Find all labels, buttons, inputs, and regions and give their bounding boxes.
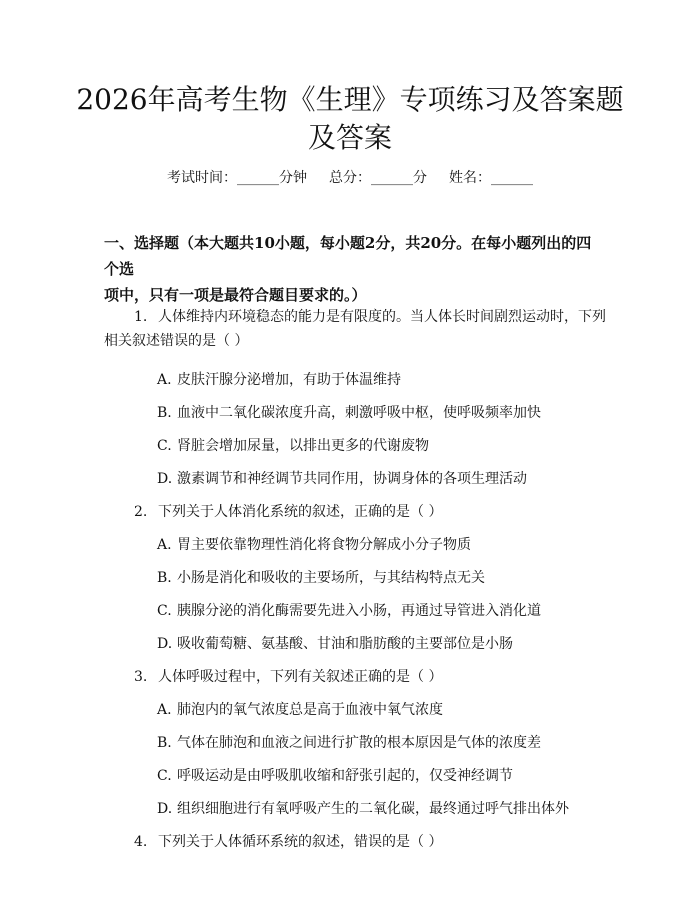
option-text: 组织细胞进行有氧呼吸产生的二氧化碳，最终通过呼气排出体外 [177,801,569,817]
option-text: 肾脏会增加尿量，以排出更多的代谢废物 [177,438,429,454]
option-letter: B. [157,405,172,421]
option-letter: B. [157,735,172,751]
question-stem: 下列关于人体消化系统的叙述，正确的是（ ） [158,504,443,520]
option-text: 气体在肺泡和血液之间进行扩散的根本原因是气体的浓度差 [177,735,541,751]
option-letter: B. [157,570,172,586]
question-1-option-b [157,402,541,424]
option-text: 吸收葡萄糖、氨基酸、甘油和脂肪酸的主要部位是小肠 [177,636,513,652]
question-3-stem-line1 [134,666,442,688]
question-stem: 人体呼吸过程中，下列有关叙述正确的是（ ） [158,669,443,685]
question-2-option-d [157,633,513,655]
document-title-line1: 2026年高考生物《生理》专项练习及答案题 [76,83,624,116]
question-3-option-d [157,798,569,820]
question-number: 1. [134,309,148,325]
option-text: 胰腺分泌的消化酶需要先进入小肠，再通过导管进入消化道 [177,603,541,619]
question-1-stem-line1 [134,306,606,328]
question-4-stem-line1 [134,831,442,853]
option-letter: D. [157,471,173,487]
question-3-option-b [157,732,541,754]
option-letter: C. [157,603,172,619]
question-2-option-c [157,600,541,622]
option-text: 皮肤汗腺分泌增加，有助于体温维持 [177,372,401,388]
exam-time-field: 考试时间：______分钟 [167,170,307,186]
question-1-option-d [157,468,527,490]
option-text: 小肠是消化和吸收的主要场所，与其结构特点无关 [177,570,485,586]
exam-score-field: 总分：______分 [329,170,427,186]
option-letter: C. [157,438,172,454]
question-number: 2. [134,504,148,520]
question-3-option-a [157,699,443,721]
option-text: 激素调节和神经调节共同作用，协调身体的各项生理活动 [177,471,527,487]
question-1-stem-line2: 相关叙述错误的是（ ） [104,333,249,349]
question-1-option-c [157,435,429,457]
option-letter: D. [157,636,173,652]
question-1-option-a [157,369,401,391]
section-heading-line2: 项中，只有一项是最符合题目要求的。） [104,286,367,304]
question-stem: 人体维持内环境稳态的能力是有限度的。当人体长时间剧烈运动时，下列 [158,309,606,325]
exam-name-field: 姓名：______ [449,170,533,186]
option-letter: A. [157,702,172,718]
option-letter: C. [157,768,172,784]
question-number: 3. [134,669,148,685]
option-text: 呼吸运动是由呼吸肌收缩和舒张引起的，仅受神经调节 [177,768,513,784]
exam-info [0,168,700,188]
question-3-option-c [157,765,513,787]
document-title-line2: 及答案 [307,121,392,154]
question-2-option-a [157,534,471,556]
option-letter: D. [157,801,173,817]
question-number: 4. [134,834,148,850]
question-stem: 下列关于人体循环系统的叙述，错误的是（ ） [158,834,443,850]
option-text: 血液中二氧化碳浓度升高，刺激呼吸中枢，使呼吸频率加快 [177,405,541,421]
question-2-option-b [157,567,485,589]
option-letter: A. [157,372,172,388]
section-heading-line1: 一、选择题（本大题共10小题，每小题2分，共20分。在每小题列出的四个选 [104,234,592,278]
option-letter: A. [157,537,172,553]
option-text: 胃主要依靠物理性消化将食物分解成小分子物质 [177,537,471,553]
section-heading [104,230,604,308]
question-2-stem-line1 [134,501,442,523]
option-text: 肺泡内的氧气浓度总是高于血液中氧气浓度 [177,702,443,718]
